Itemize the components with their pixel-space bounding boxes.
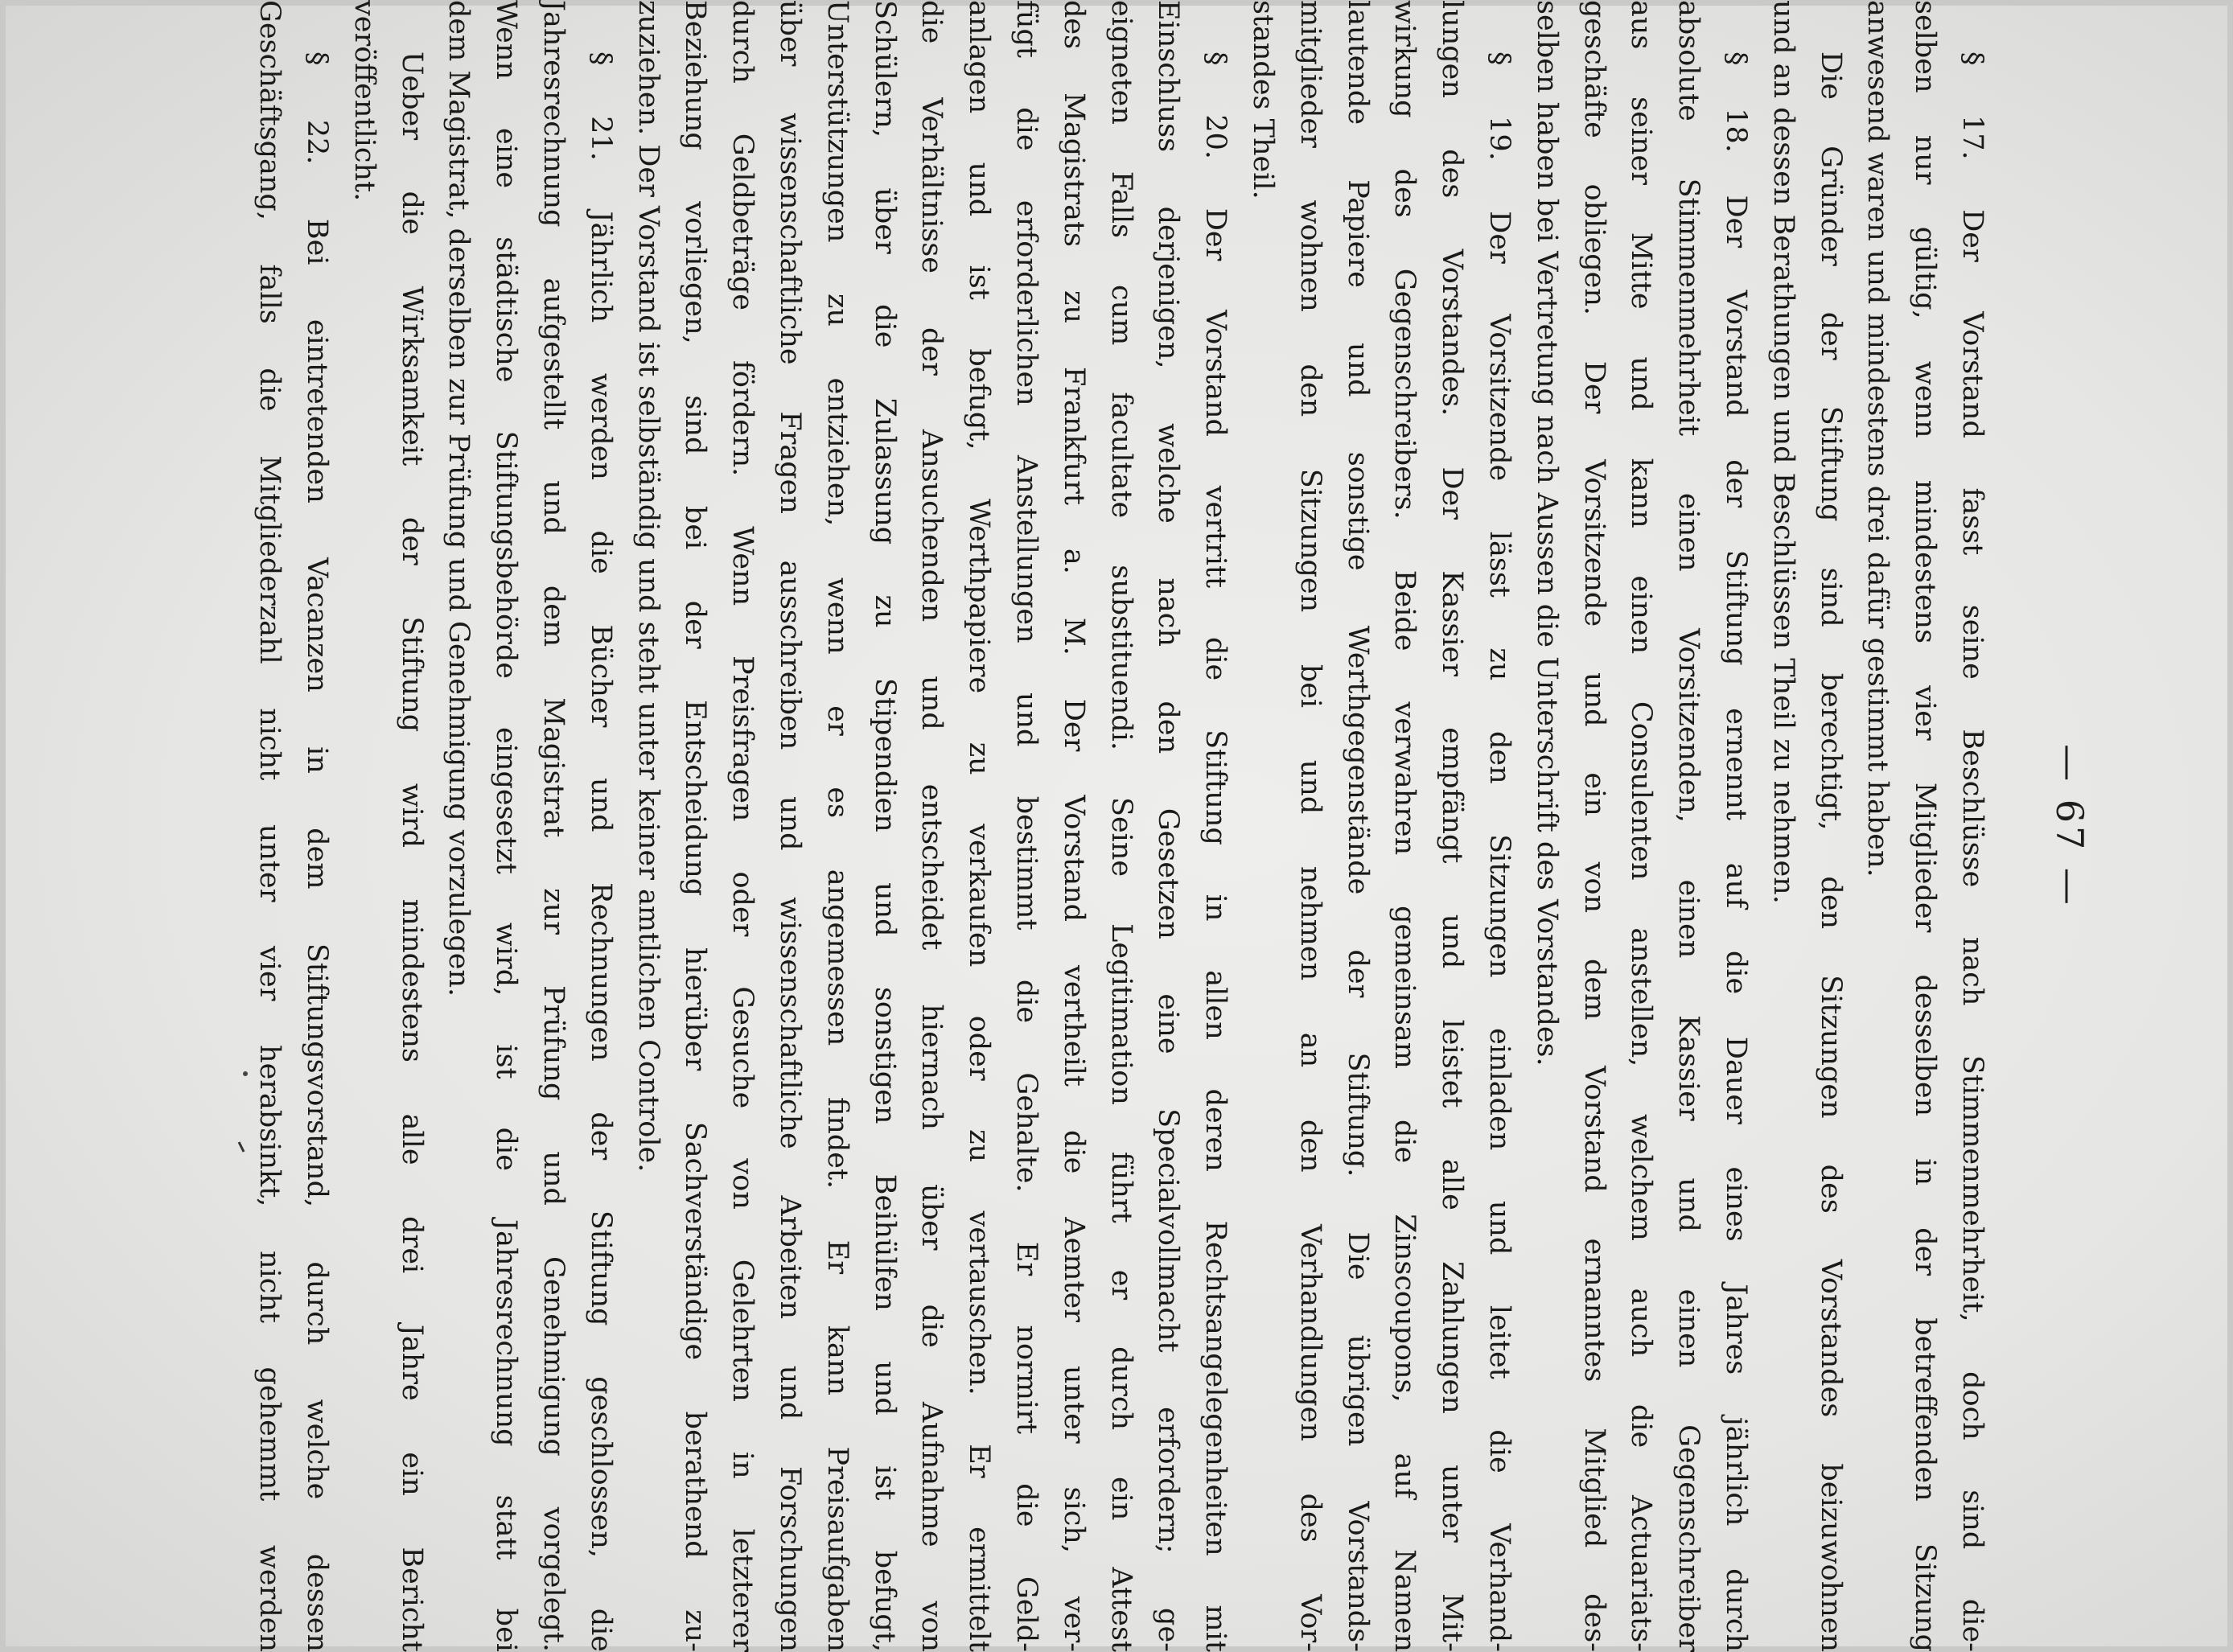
- text-line: § 22. Bei eintretenden Vacanzen in dem Stiftungsvorstand, durch welche dessen: [301, 51, 334, 1652]
- body-text: [246, 0, 1996, 1652]
- text-line: lautende Papiere und sonstige Werthgegenstände der Stiftung. Die übrigen Vorstands-: [1341, 0, 1374, 1652]
- text-line: selben haben bei Vertretung nach Aussen die Unterschrift des Vorstandes.: [1530, 0, 1563, 1066]
- text-line: und an dessen Berathungen und Beschlüssen Theil zu nehmen.: [1766, 0, 1799, 904]
- rotated-text-block: [161, 0, 2091, 1652]
- text-line: § 20. Der Vorstand vertritt die Stiftung in allen deren Rechtsangelegenheiten mit: [1199, 51, 1232, 1652]
- text-line: geschäfte obliegen. Der Vorsitzende und ein von dem Vorstand ernanntes Mitglied des-: [1577, 0, 1610, 1652]
- text-line: lungen des Vorstandes. Der Kassier empfängt und leistet alle Zahlungen unter Mit-: [1436, 0, 1469, 1652]
- text-line: fügt die erforderlichen Anstellungen und bestimmt die Gehalte. Er normirt die Geld-: [1010, 0, 1043, 1652]
- text-line: § 18. Der Vorstand der Stiftung ernennt auf die Dauer eines Jahres jährlich durch: [1720, 51, 1753, 1652]
- text-line: des Magistrats zu Frankfurt a. M. Der Vorstand vertheilt die Aemter unter sich, ver-: [1057, 0, 1090, 1652]
- text-line: § 21. Jährlich werden die Bücher und Rechnungen der Stiftung geschlossen, die: [584, 51, 617, 1652]
- text-line: standes Theil.: [1247, 0, 1280, 199]
- text-line: § 17. Der Vorstand fasst seine Beschlüsse nach Stimmenmehrheit, doch sind die-: [1956, 51, 1988, 1652]
- text-line: anwesend waren und mindestens drei dafür gestimmt haben.: [1861, 0, 1894, 877]
- text-line: absolute Stimmenmehrheit einen Vorsitzenden, einen Kassier und einen Gegenschreiber: [1672, 0, 1705, 1652]
- text-line: die Verhältnisse der Ansuchenden und entscheidet hiernach über die Aufnahme von: [915, 0, 948, 1652]
- page-number: — 67 —: [2048, 744, 2091, 908]
- text-line: dem Magistrat, derselben zur Prüfung und Genehmigung vorzulegen.: [442, 0, 475, 997]
- text-line: anlagen und ist befugt, Werthpapiere zu verkaufen oder zu vertauschen. Er ermittelt: [963, 0, 996, 1652]
- text-line: Geschäftsgang, falls die Mitgliederzahl nicht unter vier herabsinkt, nicht gehemmt werden: [253, 0, 286, 1652]
- text-line: durch Geldbeträge fördern. Wenn Preisfragen oder Gesuche von Gelehrten in letzterer: [726, 0, 759, 1652]
- text-line: Beziehung vorliegen, sind bei der Entscheidung hierüber Sachverständige berathend zu-: [679, 0, 712, 1652]
- text-line: Wenn eine städtische Stiftungsbehörde eingesetzt wird, ist die Jahresrechnung statt bei: [490, 0, 523, 1652]
- text-line: aus seiner Mitte und kann einen Consulenten anstellen, welchem auch die Actuariats-: [1625, 0, 1658, 1652]
- text-line: Ueber die Wirksamkeit der Stiftung wird mindestens alle drei Jahre ein Bericht: [395, 51, 428, 1652]
- text-line: Einschluss derjenigen, welche nach den Gesetzen eine Specialvollmacht erfordern; ge-: [1152, 0, 1185, 1652]
- text-line: selben nur gültig, wenn mindestens vier Mitglieder desselben in der betreffenden Sitzung: [1909, 0, 1942, 1652]
- text-line: Schülern, über die Zulassung zu Stipendien und sonstigen Beihülfen und ist befugt,: [868, 0, 901, 1652]
- text-line: veröffentlicht.: [347, 0, 380, 202]
- text-line: § 19. Der Vorsitzende lässt zu den Sitzungen einladen und leitet die Verhand-: [1483, 51, 1516, 1652]
- text-line: mitglieder wohnen den Sitzungen bei und nehmen an den Verhandlungen des Vor-: [1293, 0, 1326, 1652]
- text-line: zuziehen. Der Vorstand ist selbständig und steht unter keiner amtlichen Controle.: [631, 0, 664, 1173]
- text-line: Unterstützungen zu entziehen, wenn er es angemessen findet. Er kann Preisaufgaben: [820, 0, 853, 1652]
- text-line: Jahresrechnung aufgestellt und dem Magistrat zur Prüfung und Genehmigung vorgelegt.: [537, 0, 570, 1652]
- text-line: wirkung des Gegenschreibers. Beide verwahren gemeinsam die Zinscoupons, auf Namen: [1388, 0, 1421, 1652]
- text-line: Die Gründer der Stiftung sind berechtigt, den Sitzungen des Vorstandes beizuwohnen: [1814, 51, 1847, 1652]
- text-line: über wissenschaftliche Fragen ausschreiben und wissenschaftliche Arbeiten und Forschungen: [774, 0, 807, 1652]
- text-line: eigneten Falls cum facultate substituendi. Seine Legitimation führt er durch ein Attest: [1104, 0, 1137, 1652]
